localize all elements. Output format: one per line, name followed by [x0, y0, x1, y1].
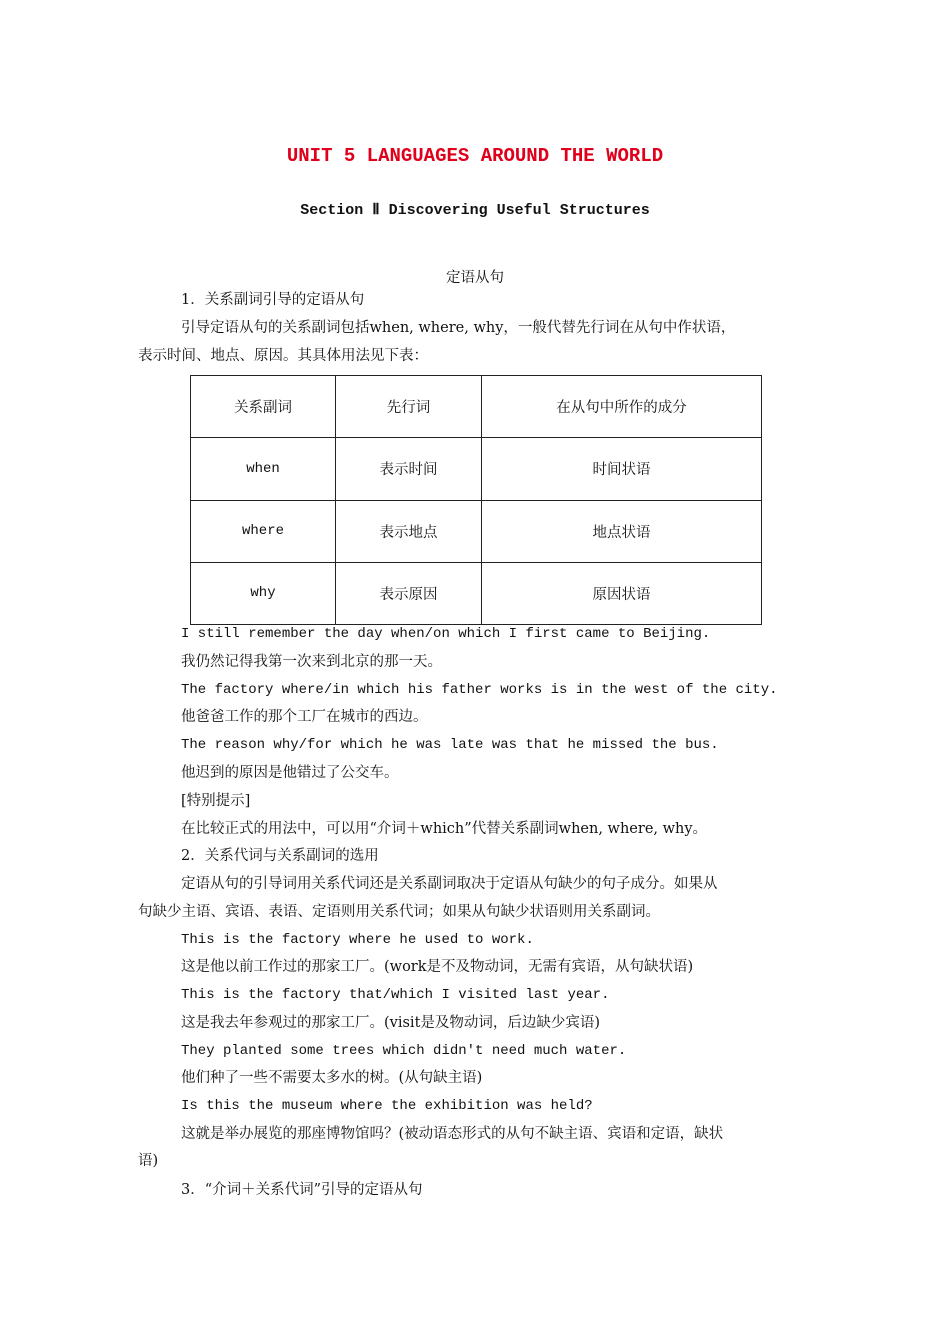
table-header-cell: 关系副词	[191, 376, 336, 438]
table-header-cell: 在从句中所作的成分	[482, 376, 762, 438]
part1-intro-line2: 表示时间、地点、原因。其具体用法见下表：	[138, 348, 428, 364]
tip-label: [特别提示]	[181, 793, 251, 809]
section-title: Section Ⅱ Discovering Useful Structures	[300, 202, 650, 219]
unit-title: UNIT 5 LANGUAGES AROUND THE WORLD	[286, 145, 664, 167]
topic-heading: 定语从句	[446, 270, 504, 286]
tip-text: 在比较正式的用法中，可以用“介词＋which”代替关系副词when, where, why。	[181, 821, 708, 837]
part1-heading: 1．关系副词引导的定语从句	[181, 292, 365, 308]
table-cell: 表示地点	[336, 500, 482, 562]
table-cell: 原因状语	[482, 562, 762, 624]
example-english: I still remember the day when/on which I first came to Beijing.	[181, 626, 711, 642]
example-english: The factory where/in which his father works is in the west of the city.	[181, 682, 778, 698]
table-cell: 表示时间	[336, 438, 482, 500]
table-cell: 表示原因	[336, 562, 482, 624]
table-cell: where	[191, 500, 336, 562]
table-cell: when	[191, 438, 336, 500]
table-cell: 时间状语	[482, 438, 762, 500]
example-chinese: 我仍然记得我第一次来到北京的那一天。	[181, 654, 442, 670]
example-chinese: 他们种了一些不需要太多水的树。(从句缺主语)	[181, 1070, 483, 1086]
example-chinese-continued: 语)	[138, 1153, 159, 1169]
table-header-row	[191, 376, 762, 438]
relative-adverb-table	[190, 375, 762, 625]
example-chinese: 这是我去年参观过的那家工厂。(visit是及物动词，后边缺少宾语)	[181, 1015, 601, 1031]
example-english: Is this the museum where the exhibition was held?	[181, 1098, 593, 1114]
example-english: The reason why/for which he was late was that he missed the bus.	[181, 737, 719, 753]
example-chinese: 这就是举办展览的那座博物馆吗？(被动语态形式的从句不缺主语、宾语和定语，缺状	[181, 1126, 724, 1142]
table-header-cell: 先行词	[336, 376, 482, 438]
part2-intro-line2: 句缺少主语、宾语、表语、定语则用关系代词；如果从句缺少状语则用关系副词。	[138, 904, 660, 920]
table-row	[191, 500, 762, 562]
example-chinese: 他爸爸工作的那个工厂在城市的西边。	[181, 709, 428, 725]
part2-intro-line1: 定语从句的引导词用关系代词还是关系副词取决于定语从句缺少的句子成分。如果从	[181, 876, 718, 892]
example-chinese: 这是他以前工作过的那家工厂。(work是不及物动词，无需有宾语，从句缺状语)	[181, 959, 694, 975]
example-english: This is the factory where he used to work.	[181, 932, 534, 948]
part3-heading: 3．“介词＋关系代词”引导的定语从句	[181, 1182, 423, 1198]
part1-intro-line1: 引导定语从句的关系副词包括when, where, why，一般代替先行词在从句中作状语，	[181, 320, 736, 336]
example-english: This is the factory that/which I visited last year.	[181, 987, 610, 1003]
table-row	[191, 438, 762, 500]
part2-heading: 2．关系代词与关系副词的选用	[181, 848, 379, 864]
table-cell: why	[191, 562, 336, 624]
table-cell: 地点状语	[482, 500, 762, 562]
example-english: They planted some trees which didn't need much water.	[181, 1043, 627, 1059]
table-row	[191, 562, 762, 624]
example-chinese: 他迟到的原因是他错过了公交车。	[181, 765, 399, 781]
